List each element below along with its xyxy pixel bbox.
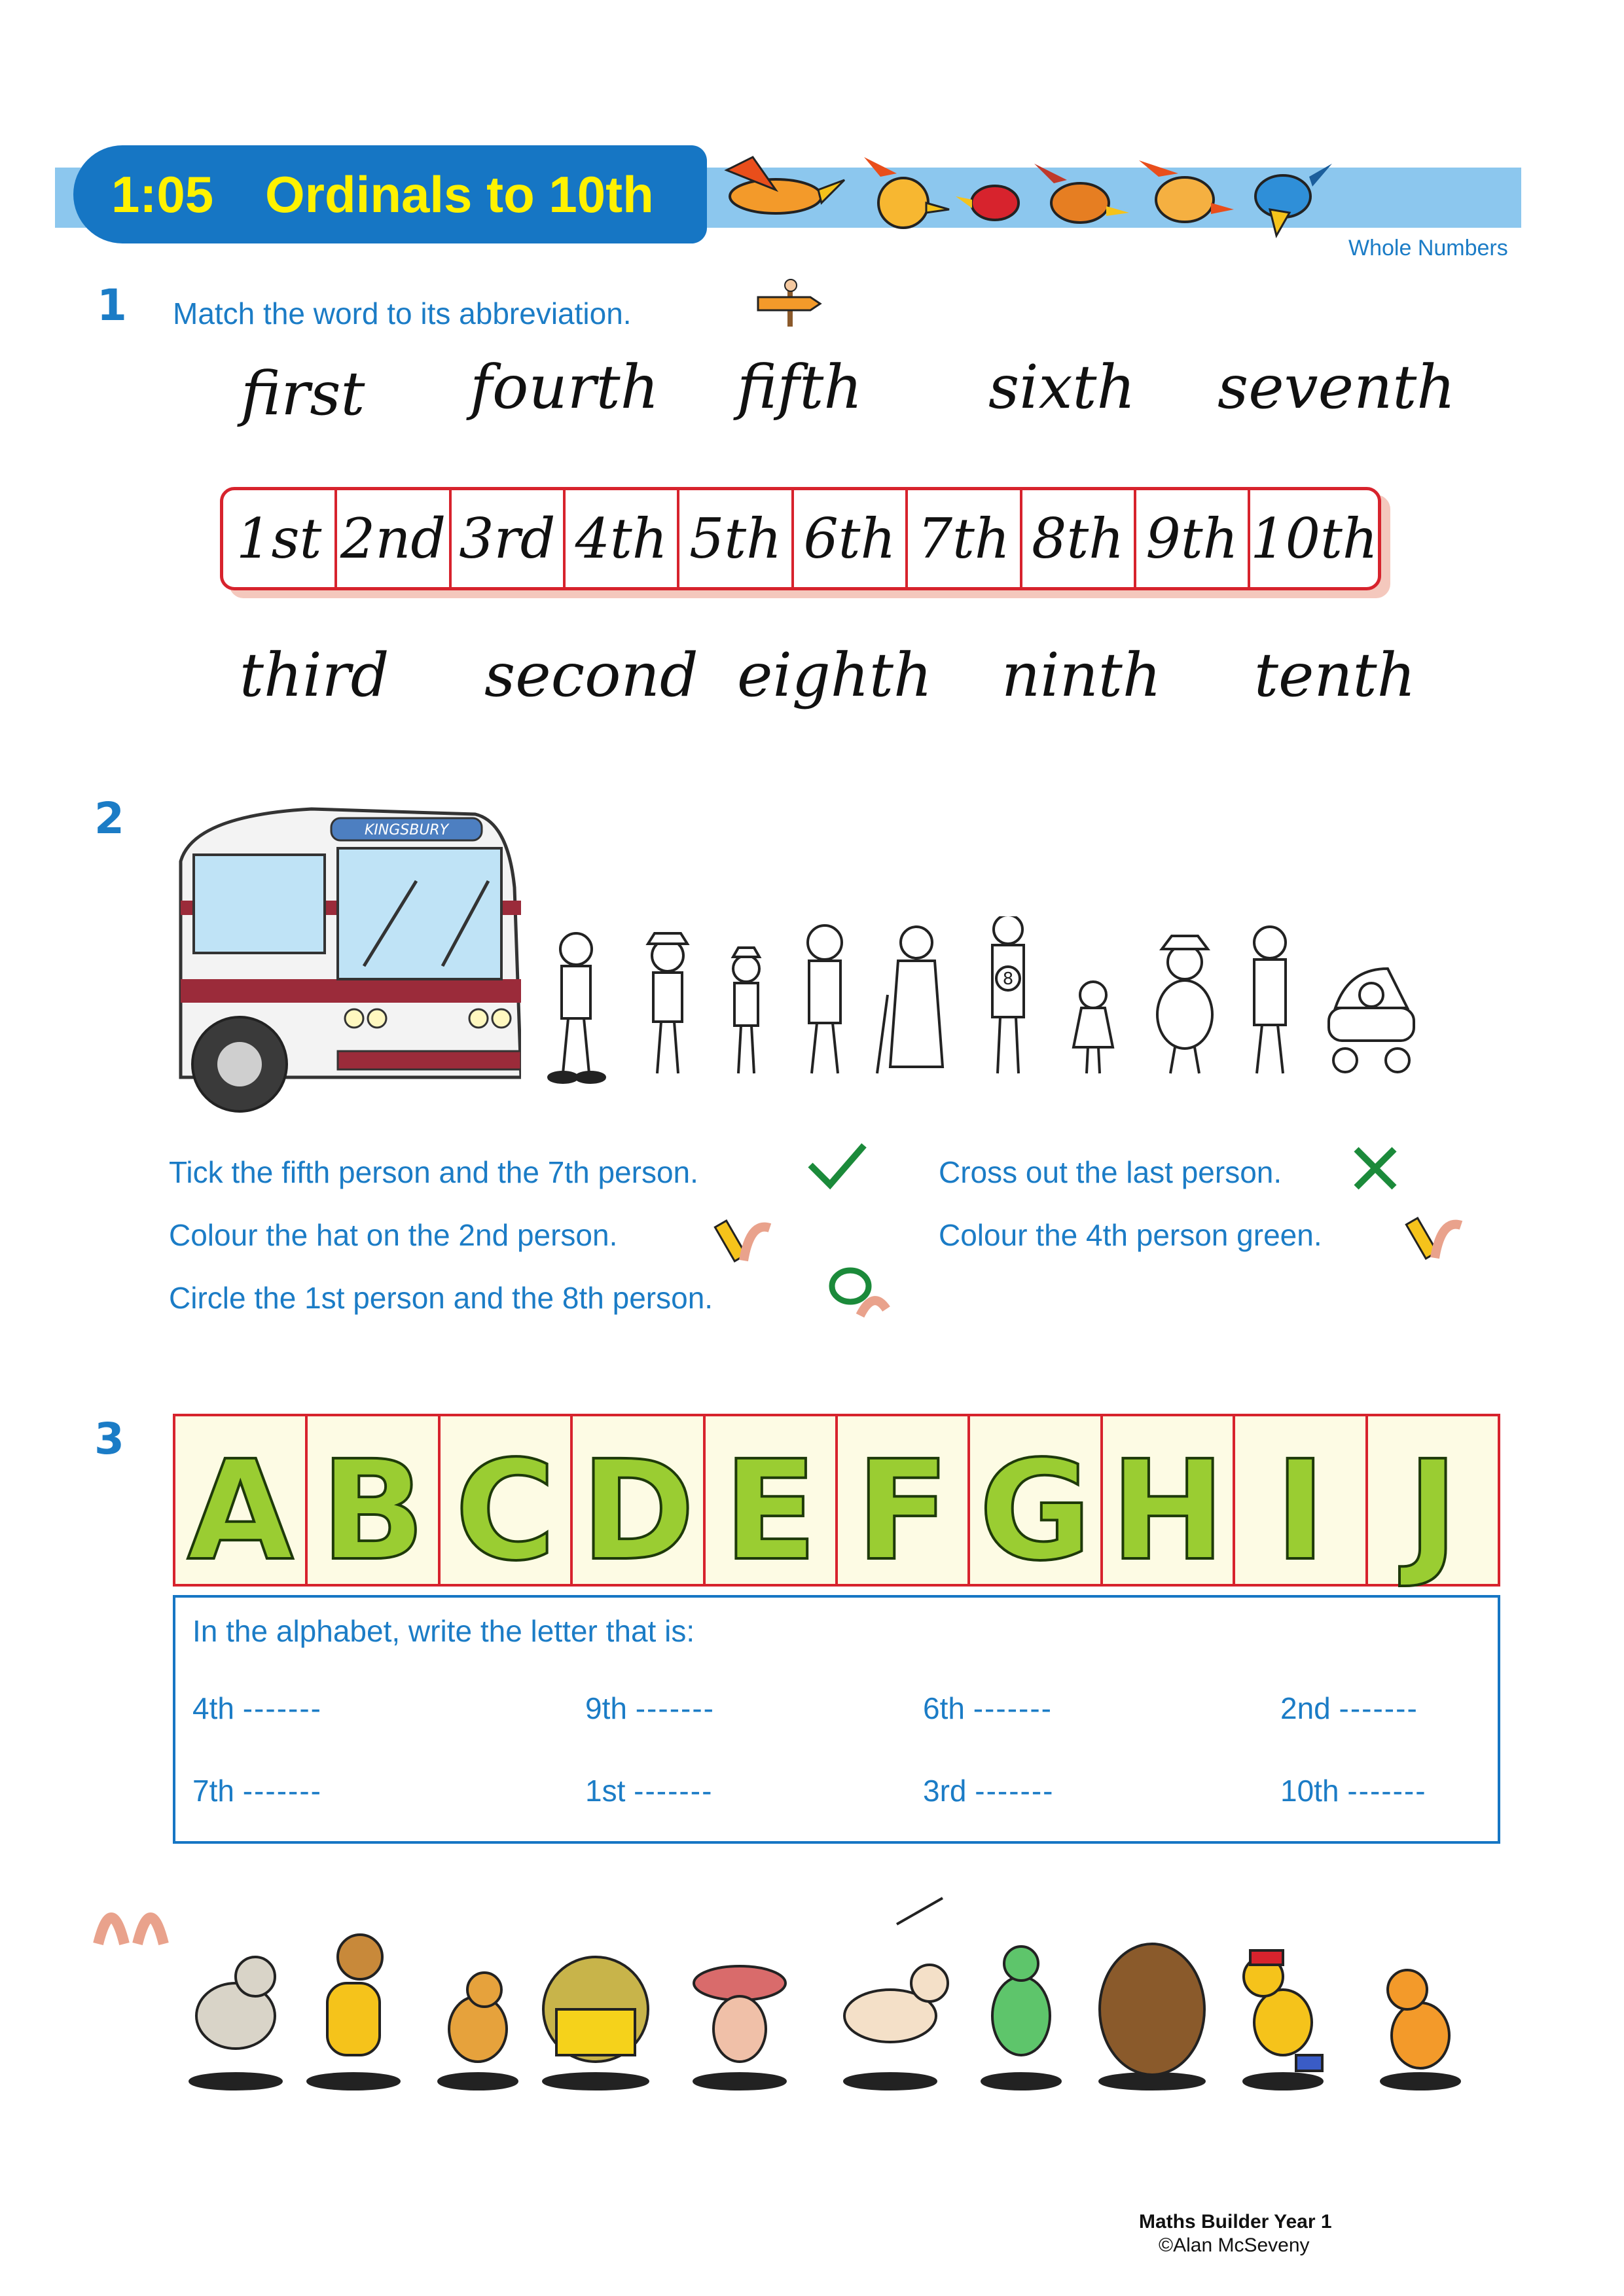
dog-9-icon [1244,1950,1322,2071]
bird-2-icon [864,157,949,228]
answer-blank[interactable]: ------- [242,1691,322,1725]
word-top-3: fifth [737,352,863,422]
alphabet-cell [838,1416,970,1591]
alphabet-letter: H [1110,1431,1225,1591]
answer-blank[interactable]: ------- [242,1774,322,1808]
alphabet-letter: B [320,1431,425,1591]
person-8-icon [1157,936,1212,1073]
abbreviation-cell[interactable]: 9th [1136,490,1250,587]
answer-box [173,1595,1500,1844]
dog-8-icon [1100,1944,1204,2075]
task-colour-hat: Colour the hat on the 2nd person. [169,1218,618,1252]
alphabet-cell [970,1416,1102,1591]
alphabet-strip [173,1414,1500,1591]
dog-6-icon [844,1898,948,2042]
dog-7-icon [992,1946,1050,2055]
answer-ordinal: 7th [192,1774,234,1808]
answer-item[interactable] [192,1773,322,1808]
task-colour-4th-green: Colour the 4th person green. [939,1218,1322,1252]
bus-sign: KINGSBURY [364,822,449,838]
alphabet-letter: C [454,1431,556,1591]
alphabet-cell [1103,1416,1235,1591]
section-label: Whole Numbers [1348,236,1508,260]
answer-item[interactable] [1280,1773,1427,1808]
people-queue [537,916,1466,1113]
answer-item[interactable] [923,1691,1053,1726]
bird-1-icon [727,157,844,213]
word-top-1: first [241,359,365,429]
answer-item[interactable] [1280,1691,1418,1726]
person-6-icon [992,916,1024,1073]
alphabet-letter: A [187,1431,294,1591]
alphabet-cell [175,1416,308,1591]
abbreviation-cell[interactable]: 3rd [452,490,566,587]
word-bottom-5: tenth [1254,640,1416,710]
pencil-worm-icon [711,1208,776,1267]
word-bottom-1: third [240,640,389,710]
word-bottom-3: eighth [737,640,933,710]
alphabet-letter: E [723,1431,818,1591]
bird-6-icon [1255,164,1332,236]
person-4-icon [808,925,842,1073]
alphabet-letter: J [1407,1431,1458,1591]
bird-5-icon [1139,160,1234,222]
alphabet-cell [1368,1416,1498,1591]
person-9-icon [1254,927,1286,1073]
bus-illustration [168,802,521,1123]
answer-ordinal: 4th [192,1691,234,1725]
signpost-icon [751,278,830,330]
footer-book-title: Maths Builder Year 1 [1139,2211,1332,2233]
question-3-number: 3 [94,1414,124,1464]
answer-blank[interactable]: ------- [635,1691,715,1725]
answer-ordinal: 10th [1280,1774,1339,1808]
alphabet-cell [573,1416,705,1591]
pencil-worm-icon-2 [1402,1206,1468,1265]
lesson-code: 1:05 [111,166,214,223]
page-title: Ordinals to 10th [265,166,654,223]
answer-ordinal: 6th [923,1691,965,1725]
alphabet-letter: G [979,1431,1092,1591]
task-circle-1st-8th: Circle the 1st person and the 8th person. [169,1281,713,1315]
bird-4-icon [1034,164,1129,223]
dogs-parade-illustration [92,1885,1506,2101]
footer-copyright: ©Alan McSeveny [1159,2234,1310,2256]
dog-1-icon [196,1957,275,2049]
dog-2-icon [327,1935,382,2055]
abbreviation-cell[interactable]: 5th [679,490,793,587]
abbreviation-cell[interactable]: 1st [223,490,337,587]
worms-icon [98,1918,164,1944]
alphabet-cell [706,1416,838,1591]
word-top-4: sixth [988,352,1136,422]
question-3-instruction: In the alphabet, write the letter that is: [192,1614,695,1648]
person-7-icon [1074,982,1113,1073]
person-3-icon [733,948,759,1073]
dog-10-icon [1388,1970,1449,2068]
word-bottom-2: second [484,640,698,710]
alphabet-letter: D [581,1431,695,1591]
circle-worm-icon [821,1263,893,1322]
alphabet-cell [1235,1416,1367,1591]
answer-ordinal: 9th [585,1691,627,1725]
answer-item[interactable] [923,1773,1055,1808]
bird-3-icon [956,186,1019,220]
question-2-number: 2 [94,793,124,844]
abbreviation-cell[interactable]: 4th [566,490,679,587]
task-tick-5th-7th: Tick the fifth person and the 7th person. [169,1155,698,1189]
abbreviation-strip [220,487,1381,590]
alphabet-cell [308,1416,440,1591]
dog-5-icon [694,1966,785,2062]
birds-illustration [713,151,1342,249]
abbreviation-cell[interactable]: 6th [794,490,908,587]
alphabet-letter: I [1274,1431,1326,1591]
alphabet-cell [441,1416,573,1591]
answer-ordinal: 1st [585,1774,626,1808]
pram-icon [1329,969,1414,1072]
question-1-instruction: Match the word to its abbreviation. [173,296,632,331]
answer-ordinal: 2nd [1280,1691,1331,1725]
answer-blank[interactable]: ------- [1347,1774,1427,1808]
dog-3-icon [449,1973,507,2062]
word-top-2: fourth [470,352,659,422]
answer-blank[interactable]: ------- [975,1774,1055,1808]
answer-item[interactable] [585,1773,713,1808]
answer-blank[interactable]: ------- [973,1691,1053,1725]
word-bottom-4: ninth [1001,640,1162,710]
abbreviation-cell[interactable]: 7th [908,490,1022,587]
abbreviation-cell[interactable]: 2nd [337,490,451,587]
abbreviation-cell[interactable]: 10th [1250,507,1378,571]
answer-blank[interactable]: ------- [634,1774,713,1808]
person-1-icon [549,933,605,1083]
answer-blank[interactable]: ------- [1339,1691,1418,1725]
answer-ordinal: 3rd [923,1774,967,1808]
person-2-icon [648,933,687,1073]
dog-4-icon [543,1957,648,2062]
task-cross-last: Cross out the last person. [939,1155,1282,1189]
abbreviation-cell[interactable]: 8th [1022,490,1136,587]
person-5-icon [877,927,943,1073]
answer-item[interactable] [585,1691,715,1726]
question-1-number: 1 [97,280,127,331]
word-top-5: seventh [1218,352,1456,422]
answer-item[interactable] [192,1691,322,1726]
tick-icon [804,1139,869,1191]
alphabet-letter: F [856,1431,950,1591]
shirt-number: 8 [1002,969,1014,989]
cross-icon [1348,1141,1401,1194]
